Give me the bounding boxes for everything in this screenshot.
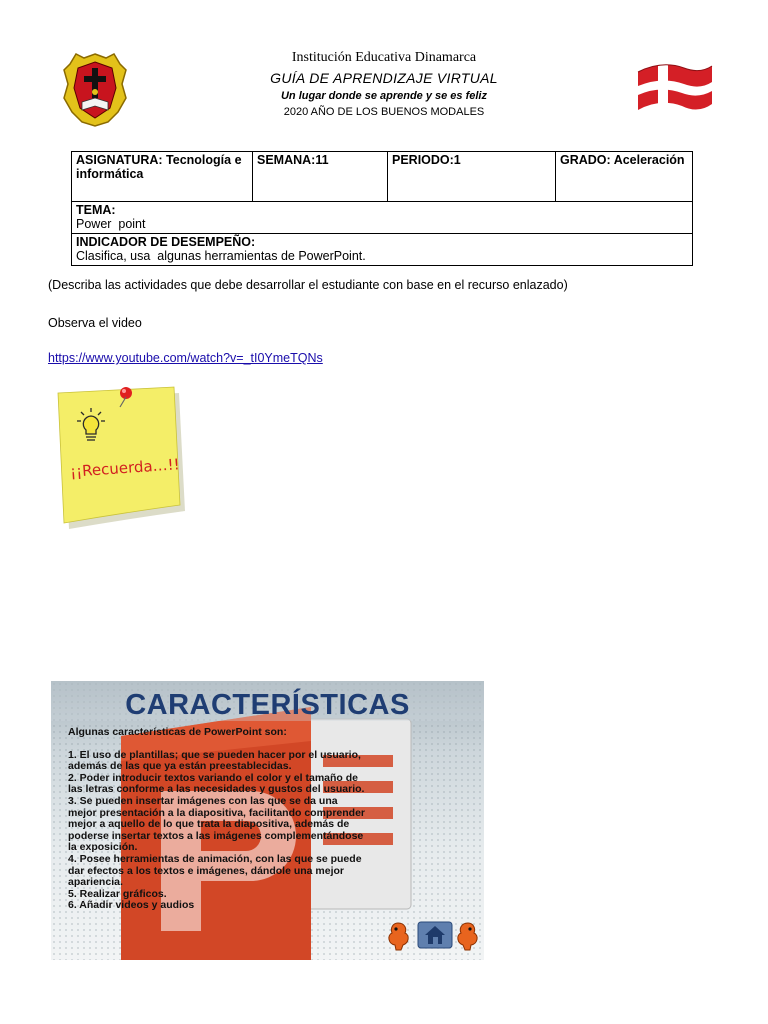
cell-grado: GRADO: Aceleración xyxy=(556,152,693,202)
tema-label: TEMA: xyxy=(76,203,116,217)
denmark-flag-image xyxy=(632,58,716,120)
indicador-label: INDICADOR DE DESEMPEÑO: xyxy=(76,235,256,249)
slide-item-1: 1. El uso de plantillas; que se pueden hacer por el usuario, además de las que ya están preestablecidas. xyxy=(68,748,361,773)
school-motto: Un lugar donde se aprende y se es feliz xyxy=(280,90,487,102)
slide-item-2: 2. Poder introducir textos variando el color y el tamaño de las letras conforme a las necesidades y gustos del usuario. xyxy=(68,771,365,796)
slide-title: CARACTERÍSTICAS xyxy=(125,689,410,721)
dragon-left-icon xyxy=(385,919,411,951)
sticky-note-image xyxy=(54,385,186,530)
cell-asignatura: ASIGNATURA: Tecnología e informática xyxy=(72,152,253,202)
video-link[interactable]: https://www.youtube.com/watch?v=_tI0YmeTQNs xyxy=(48,351,323,365)
institution-name: Institución Educativa Dinamarca xyxy=(291,50,477,65)
cell-periodo: PERIODO:1 xyxy=(388,152,556,202)
cell-semana: SEMANA:11 xyxy=(253,152,388,202)
powerpoint-slide-image xyxy=(51,681,484,960)
slide-item-6: 6. Añadir videos y audios xyxy=(68,899,195,912)
info-table xyxy=(71,151,693,266)
lightbulb-icon xyxy=(76,407,106,443)
home-icon[interactable] xyxy=(417,921,453,949)
indicador-value: Clasifica, usa algunas herramientas de PowerPoint. xyxy=(76,249,366,263)
sticky-note-text: ¡¡Recuerda…!! xyxy=(69,455,181,481)
slide-item-5: 5. Realizar gráficos. xyxy=(68,887,167,900)
slide-body xyxy=(68,727,368,912)
year-line: 2020 AÑO DE LOS BUENOS MODALES xyxy=(283,106,485,118)
guide-title: GUÍA DE APRENDIZAJE VIRTUAL xyxy=(270,70,498,86)
cell-indicador xyxy=(72,234,693,266)
observe-text: Observa el video xyxy=(48,316,142,330)
instructions-text: (Describa las actividades que debe desarrollar el estudiante con base en el recurso enlazado) xyxy=(48,278,568,292)
cell-tema xyxy=(72,202,693,234)
slide-item-3: 3. Se pueden insertar imágenes con las que se da una mejor presentación a la diapositiva, facilitando comprender mejor a aquello de lo que trata la diapositiva, además de poderse insertar textos a las imágenes complementándose la exposición. xyxy=(68,794,365,854)
slide-item-4: 4. Posee herramientas de animación, con las que se puede dar efectos a los textos e imágenes, dándole una mejor apariencia. xyxy=(68,852,362,889)
slide-intro: Algunas características de PowerPoint son: xyxy=(68,726,287,738)
dragon-right-icon xyxy=(455,919,481,951)
tema-value: Power point xyxy=(76,217,146,231)
